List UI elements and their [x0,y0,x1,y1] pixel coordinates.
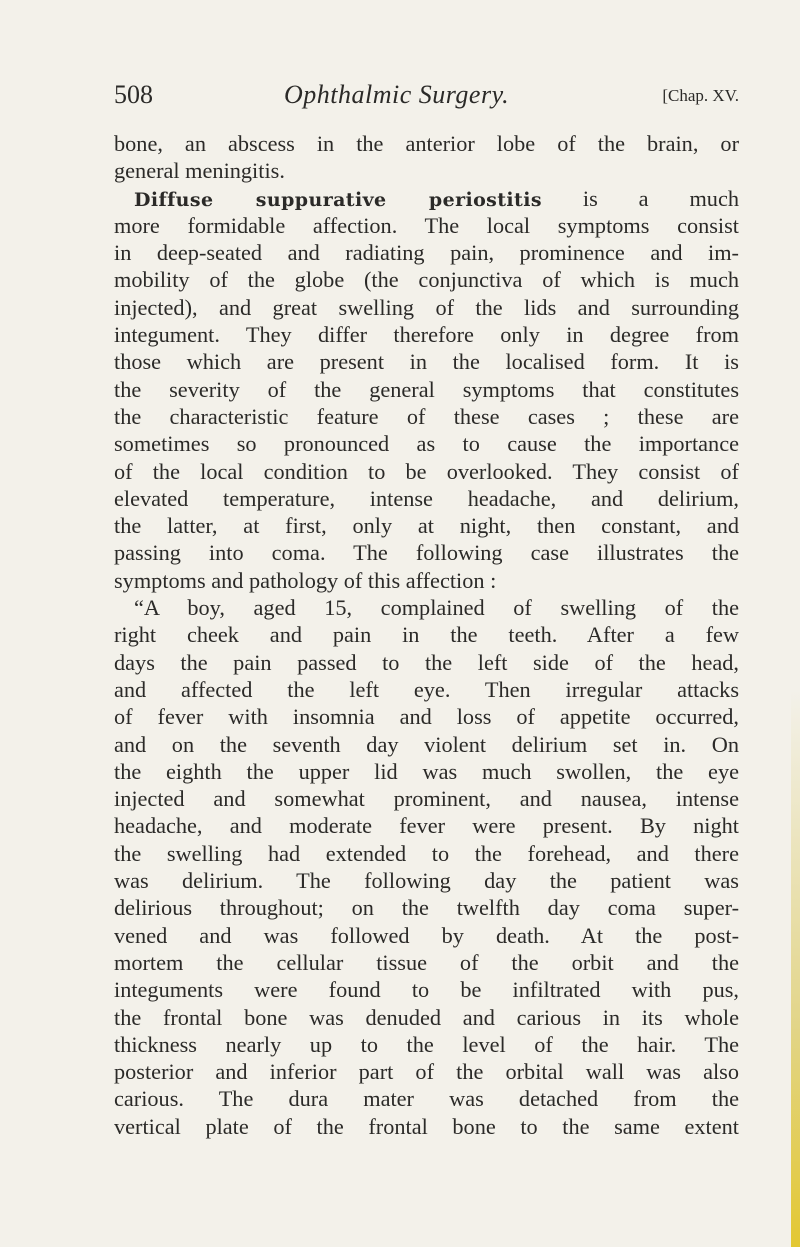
text-line: integuments were found to be infiltrated with pus, [114,977,739,1003]
text-line: the frontal bone was denuded and carious in its whole [114,1004,739,1030]
text-line [114,185,739,212]
text-line: “A boy, aged 15, complained of swelling of the [134,595,739,621]
text-line: thickness nearly up to the level of the hair. The [114,1031,739,1057]
text-line: bone, an abscess in the anterior lobe of the brain, or [114,131,739,156]
chapter-reference: [Chap. XV. [662,86,739,105]
text-line: headache, and moderate fever were present. By night [114,813,739,839]
text-line: was delirium. The following day the patient was [114,868,739,894]
page-number: 508 [114,80,153,109]
text-line: in deep-seated and radiating pain, prominence and im- [114,240,739,266]
text-line: of fever with insomnia and loss of appetite occurred, [114,704,739,730]
section-sidehead: Diffuse suppurative periostitis [134,188,542,211]
text-line: the latter, at first, only at night, then constant, and [114,513,739,539]
text-line: those which are present in the localised form. It is [114,349,739,375]
text-line: and on the seventh day violent delirium set in. On [114,731,739,757]
text-line: delirious throughout; on the twelfth day coma super- [114,895,739,921]
text-line: vened and was followed by death. At the post- [114,922,739,948]
text-line: injected), and great swelling of the lids and surrounding [114,294,739,320]
text-line: carious. The dura mater was detached from the [114,1086,739,1112]
text-line: general meningitis. [114,158,285,184]
text-line: of the local condition to be overlooked. They consist of [114,458,739,484]
page-edge-discoloration [791,690,800,1247]
text-line: vertical plate of the frontal bone to the same extent [114,1113,739,1139]
text-line: sometimes so pronounced as to cause the importance [114,431,739,457]
text-line: the severity of the general symptoms that constitutes [114,376,739,402]
text-run: is a much [541,185,740,211]
text-line: the characteristic feature of these cases ; these are [114,403,739,429]
text-line: integument. They differ therefore only in degree from [114,322,739,348]
running-head [114,80,739,114]
running-title: Ophthalmic Surgery. [284,80,510,109]
text-line: injected and somewhat prominent, and nausea, intense [114,786,739,812]
text-line: right cheek and pain in the teeth. After a few [114,622,739,648]
text-line: passing into coma. The following case illustrates the [114,540,739,566]
text-line: symptoms and pathology of this affection : [114,567,497,593]
text-line: the eighth the upper lid was much swollen, the eye [114,758,739,784]
text-line: mortem the cellular tissue of the orbit and the [114,949,739,975]
text-line: days the pain passed to the left side of the head, [114,649,739,675]
text-line: and affected the left eye. Then irregular attacks [114,676,739,702]
text-line: posterior and inferior part of the orbital wall was also [114,1059,739,1085]
text-line: elevated temperature, intense headache, and delirium, [114,485,739,511]
text-line: mobility of the globe (the conjunctiva of which is much [114,267,739,293]
text-line: the swelling had extended to the forehead, and there [114,840,739,866]
body-text [114,130,739,1140]
text-line: more formidable affection. The local symptoms consist [114,212,739,238]
